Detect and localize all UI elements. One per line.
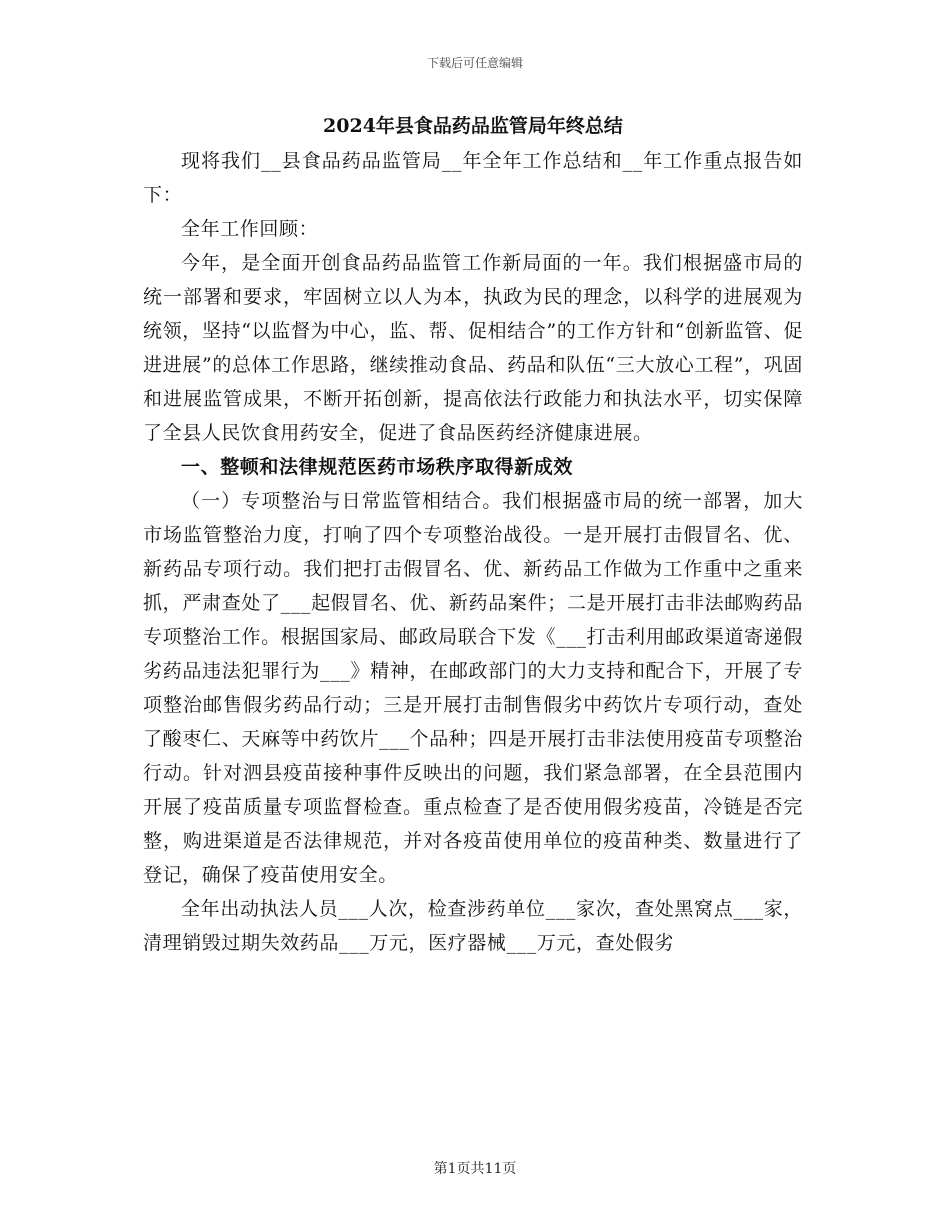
review-label: 全年工作回顾： (181, 218, 319, 240)
statistics-paragraph: 全年出动执法人员___人次，检查涉药单位___家次，查处黑窝点___家，清理销毁过期失效药品___万元，医疗器械___万元，查处假劣 (143, 898, 803, 954)
header-note: 下载后可任意编辑 (426, 56, 523, 70)
page-number: 第1页共11页 (433, 1161, 517, 1177)
document-title: 2024年县食品药品监管局年终总结 (323, 115, 623, 137)
overview-paragraph: 今年，是全面开创食品药品监管工作新局面的一年。我们根据盛市局的统一部署和要求，牢固树立以人为本，执政为民的理念，以科学的进展观为统领，坚持“以监督为中心，监、帮、促相结合”的工作方针和“创新监管、促进进展”的总体工作思路，继续推动食品、药品和队伍“三大放心工程”，巩固和进展监管成果，不断开拓创新，提高依法行政能力和执法水平，切实保障了全县人民饮食用药安全，促进了食品医药经济健康进展。 (143, 252, 803, 444)
document-body (143, 108, 803, 960)
section-heading: 一、整顿和法律规范医药市场秩序取得新成效 (181, 456, 574, 478)
intro-paragraph: 现将我们__县食品药品监管局__年全年工作总结和__年工作重点报告如下： (143, 150, 803, 206)
special-rectification-paragraph: （一）专项整治与日常监管相结合。我们根据盛市局的统一部署，加大市场监管整治力度，打响了四个专项整治战役。一是开展打击假冒名、优、新药品专项行动。我们把打击假冒名、优、新药品工作做为工作重中之重来抓，严肃查处了___起假冒名、优、新药品案件；二是开展打击非法邮购药品专项整治工作。根据国家局、邮政局联合下发《___打击利用邮政渠道寄递假劣药品违法犯罪行为___》精神，在邮政部门的大力支持和配合下，开展了专项整治邮售假劣药品行动；三是开展打击制售假劣中药饮片专项行动，查处了酸枣仁、天麻等中药饮片___个品种；四是开展打击非法使用疫苗专项整治行动。针对泗县疫苗接种事件反映出的问题，我们紧急部署，在全县范围内开展了疫苗质量专项监督检查。重点检查了是否使用假劣疫苗，冷链是否完整，购进渠道是否法律规范，并对各疫苗使用单位的疫苗种类、数量进行了登记，确保了疫苗使用安全。 (143, 490, 803, 886)
